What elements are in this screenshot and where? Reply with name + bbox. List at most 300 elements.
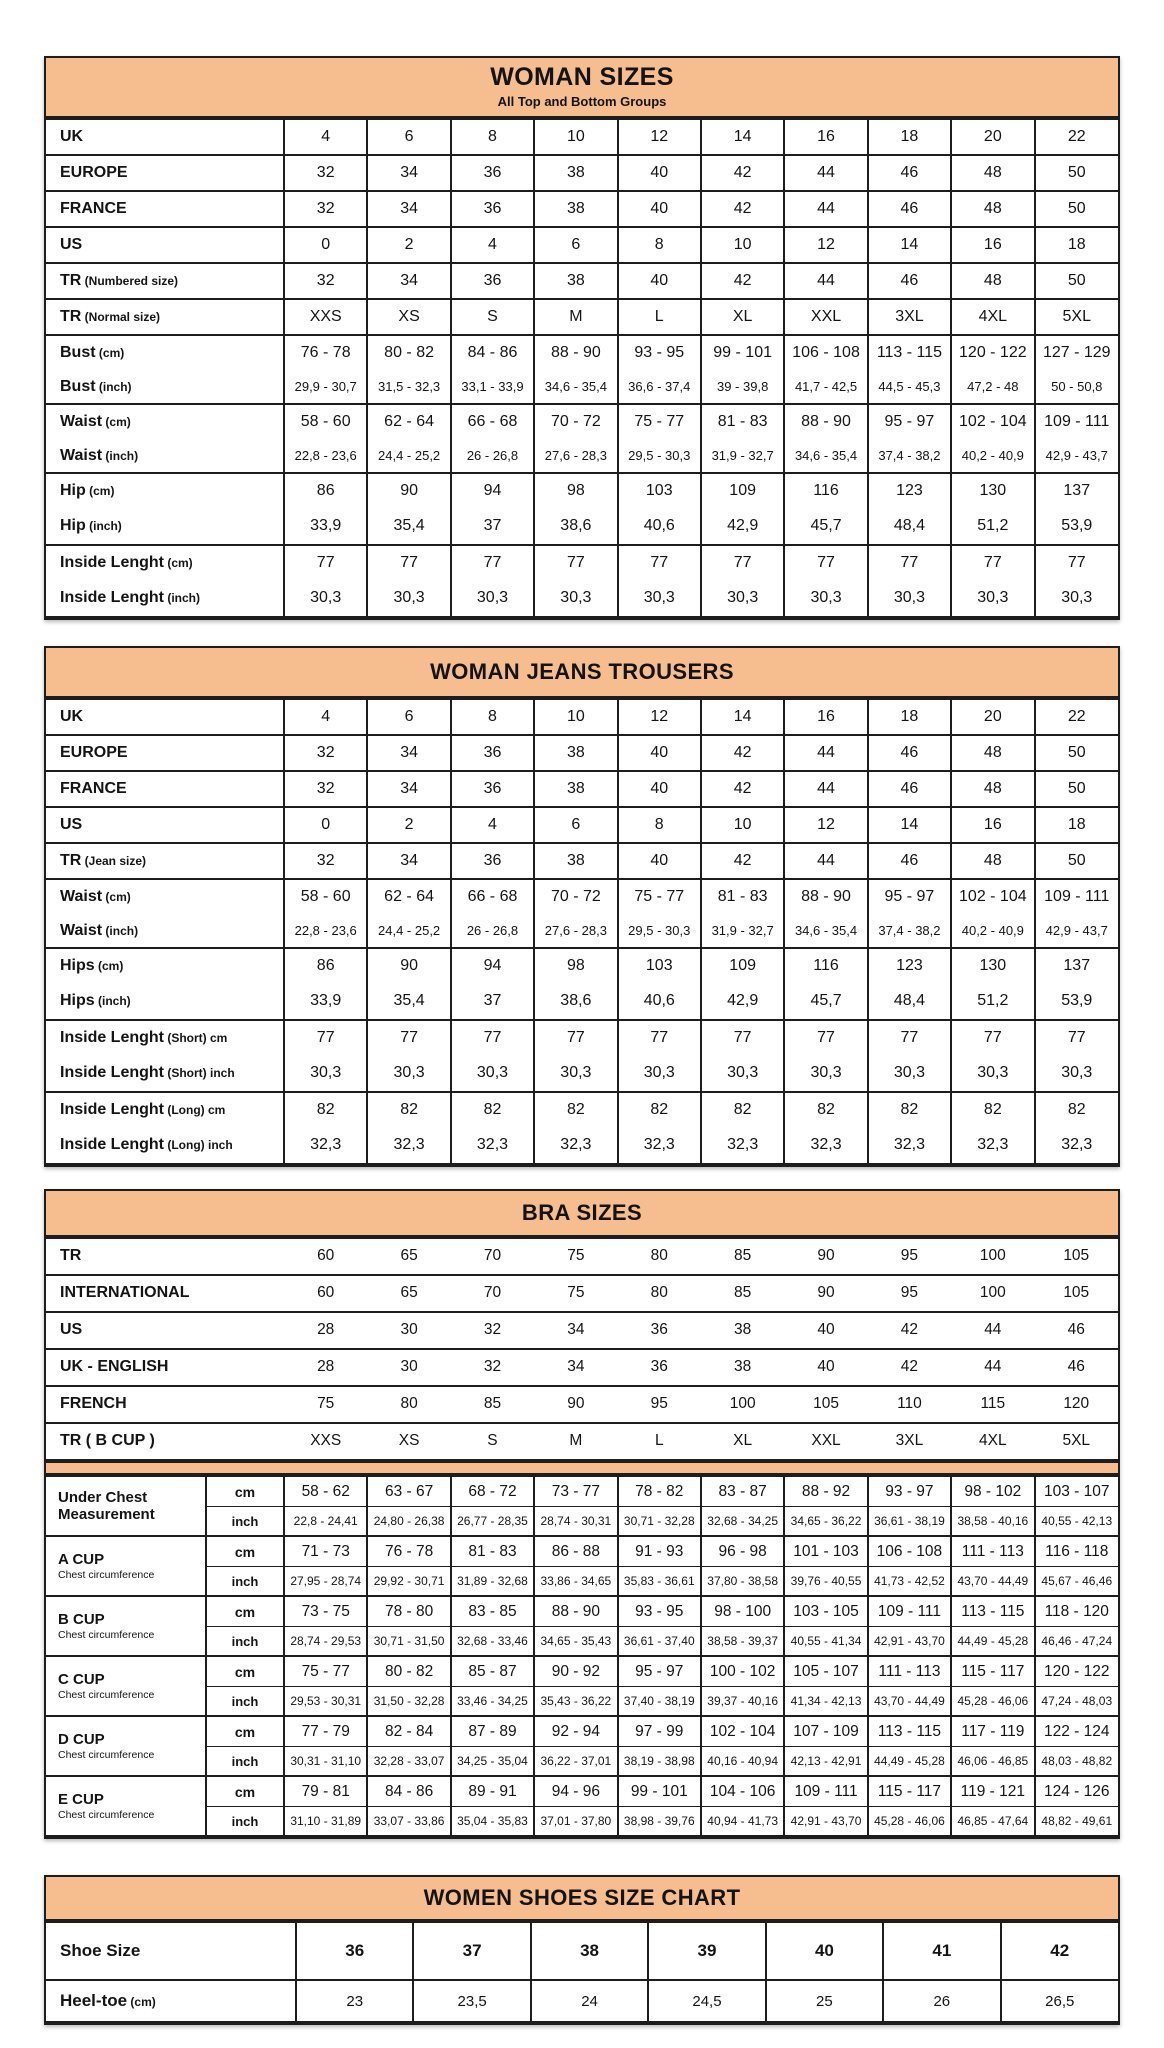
value-cell: 30,3 [367,581,450,617]
value-cell: 33,1 - 33,9 [451,371,534,404]
value-cell: 40,55 - 42,13 [1035,1507,1118,1536]
value-cell: 28 [317,1321,335,1339]
table-row [46,227,1118,263]
value-cell: 33,9 [284,509,367,545]
value-cell: 23,5 [413,1980,530,2022]
group-label [46,1536,206,1596]
value-cell: 46 [868,735,951,771]
value-cell: 81 - 83 [451,1536,534,1567]
value-cell: 77 [284,1020,367,1056]
value-cell: 77 [868,545,951,581]
value-cell: 88 - 92 [784,1476,867,1507]
row-label-text: UK [60,707,84,725]
row-label [46,404,284,440]
value-cell: 36 [451,191,534,227]
value-cell: 32,68 - 33,46 [451,1627,534,1656]
value-cell: 82 [284,1092,367,1128]
value-cell: 47,24 - 48,03 [1035,1687,1118,1716]
table-row [46,299,1118,335]
value-cell: 32 [284,843,367,879]
value-cell: 77 [951,1020,1034,1056]
value-cell: 22,8 - 23,6 [284,915,367,948]
value-cell: 110 [897,1395,922,1413]
row-label [46,1275,284,1312]
value-cell: 115 - 117 [951,1656,1034,1687]
value-cell: 103 [618,473,701,509]
value-cell: 103 - 105 [784,1596,867,1627]
value-cell: 109 - 111 [868,1596,951,1627]
value-cell: 86 - 88 [534,1536,617,1567]
group-label-subtext: Chest circumference [58,1629,155,1641]
table-row [46,404,1118,440]
row-group [46,843,1118,879]
value-cell: 60 [317,1247,335,1265]
table-row [46,473,1118,509]
value-cell: 30,3 [701,581,784,617]
value-cell: 26,5 [1001,1980,1118,2022]
table-row [46,843,1118,879]
value-cell: 70 - 72 [534,404,617,440]
value-cell: 92 - 94 [534,1716,617,1747]
value-cell: 40 [618,263,701,299]
value-cell: 82 [868,1092,951,1128]
value-cell: 42 [701,263,784,299]
value-cell: 51,2 [951,984,1034,1020]
value-cell: 32,3 [701,1128,784,1164]
row-label-text: Waist [60,921,103,939]
value-cell: 44 [784,771,867,807]
row-label [46,119,284,155]
value-cell: 80 [650,1247,668,1265]
value-cell: XS [398,1432,420,1450]
value-cell: 43,70 - 44,49 [868,1687,951,1716]
value-cell: 42,91 - 43,70 [868,1627,951,1656]
value-cell: 45,28 - 46,06 [868,1807,951,1836]
value-cell: 120 [1063,1395,1090,1413]
value-cell: 38 [534,843,617,879]
value-cell: 83 - 85 [451,1596,534,1627]
row-label-note: (cm) [85,484,115,498]
value-cell: 32,3 [868,1128,951,1164]
value-cell: 46,85 - 47,64 [951,1807,1034,1836]
value-cell: 34 [367,263,450,299]
row-label-text: Bust [60,377,96,395]
value-cell: 77 [701,545,784,581]
row-label-text: TR [60,307,82,325]
value-cell: 77 [618,1020,701,1056]
value-cell: 30,71 - 31,50 [367,1627,450,1656]
row-group [46,1596,1118,1656]
value-cell: 81 - 83 [701,404,784,440]
value-cell: 10 [534,119,617,155]
value-cell: 35,43 - 36,22 [534,1687,617,1716]
row-group [46,404,1118,473]
value-cell: 43,70 - 44,49 [951,1567,1034,1596]
row-group [46,771,1118,807]
row-group [46,473,1118,545]
value-cell: 115 - 117 [868,1776,951,1807]
row-label [46,191,284,227]
woman-sizes-header [46,58,1118,118]
value-cell: 95 [900,1247,919,1265]
value-cell: 32,3 [951,1128,1034,1164]
value-cell: 84 - 86 [451,335,534,371]
value-cell: 130 [951,948,1034,984]
value-cell: 99 - 101 [618,1776,701,1807]
row-label [46,948,284,984]
value-cell: 63 - 67 [367,1476,450,1507]
row-group [46,879,1118,948]
group-label [46,1656,206,1716]
shoes-size-section [44,1875,1120,2025]
value-cell: 77 [784,1020,867,1056]
value-cell: 105 [1063,1247,1090,1265]
value-cell: 40,6 [618,984,701,1020]
row-label [46,545,284,581]
value-cell: 31,50 - 32,28 [367,1687,450,1716]
value-cell: 38 [734,1321,752,1339]
value-cell: 77 [618,545,701,581]
value-cell: 31,10 - 31,89 [284,1807,367,1836]
unit-cell: cm [206,1536,284,1567]
value-cell: 30,3 [534,1056,617,1092]
row-label [46,1056,284,1092]
value-cell: 115 [980,1395,1006,1413]
table-row [46,807,1118,843]
value-cell: 45,67 - 46,46 [1035,1567,1118,1596]
value-cell: 95 - 97 [618,1656,701,1687]
value-cell: 12 [784,807,867,843]
value-cell: 38,98 - 39,76 [618,1807,701,1836]
row-group [46,735,1118,771]
group-label-text: D CUP [58,1730,105,1748]
row-label-text: Inside Lenght [60,1029,164,1047]
value-cell: 85 [734,1284,752,1302]
value-cell: 46 [1067,1321,1085,1339]
value-cell: 77 [284,545,367,581]
value-cell: 95 - 97 [868,404,951,440]
value-cell: 31,9 - 32,7 [701,440,784,473]
value-cell: 39,76 - 40,55 [784,1567,867,1596]
value-cell: 96 - 98 [701,1536,784,1567]
value-cell: 41 [883,1922,1000,1980]
row-label-text: Inside Lenght [60,1101,164,1119]
value-cell: 30,3 [1035,581,1118,617]
value-cell: 4 [451,807,534,843]
value-cell: 36 [451,735,534,771]
value-cell: 34,65 - 35,43 [534,1627,617,1656]
value-cell: 36 [451,155,534,191]
value-cell: 36,61 - 38,19 [868,1507,951,1536]
value-cell: 47,2 - 48 [951,371,1034,404]
unit-cell: inch [206,1507,284,1536]
value-cell: 117 - 119 [951,1716,1034,1747]
value-cell: 130 [951,473,1034,509]
value-cell: 20 [951,119,1034,155]
value-cell: 44 [984,1321,1002,1339]
value-cell: 109 [701,948,784,984]
group-label [46,1596,206,1656]
value-cell: 58 - 62 [284,1476,367,1507]
value-cell: 2 [367,807,450,843]
row-group [46,1275,1118,1312]
unit-cell: inch [206,1567,284,1596]
row-label-note: (inch) [95,379,132,394]
value-cell: 91 - 93 [618,1536,701,1567]
value-cell: 34 [567,1321,585,1339]
table-row [46,879,1118,915]
row-label-note: (cm) [164,556,193,570]
value-cell: 10 [701,227,784,263]
value-cell: 42,91 - 43,70 [784,1807,867,1836]
value-cell: 36,22 - 37,01 [534,1747,617,1776]
value-cell: 32 [284,263,367,299]
value-cell: 38 [534,771,617,807]
value-cell: 104 - 106 [701,1776,784,1807]
value-cell: 42 [1001,1922,1118,1980]
value-cell: 12 [618,119,701,155]
value-cell: 6 [534,227,617,263]
value-cell: 14 [701,119,784,155]
value-cell: 34,25 - 35,04 [451,1747,534,1776]
table-row [46,1020,1118,1056]
value-cell: 29,5 - 30,3 [618,915,701,948]
section-gap [44,1839,1120,1875]
value-cell: L [654,1432,664,1450]
value-cell: 113 - 115 [868,335,951,371]
value-cell: XXS [310,1432,342,1450]
row-group [46,1980,1118,2022]
row-label-text: Heel-toe [60,1991,128,2011]
value-cell: 75 - 77 [618,879,701,915]
value-cell: L [618,299,701,335]
row-group [46,263,1118,299]
value-cell: 42,9 [701,984,784,1020]
value-cell: 34 [367,843,450,879]
row-label-text: Bust [60,344,96,361]
table-row [46,1128,1118,1164]
row-label-note: (inch) [102,448,139,463]
row-label-text: US [60,235,83,253]
value-cell: 40 [817,1321,835,1339]
value-cell: 99 - 101 [701,335,784,371]
value-cell: 90 [367,948,450,984]
value-cell: 32,3 [451,1128,534,1164]
section-gap [44,1167,1120,1189]
table-row [46,984,1118,1020]
value-cell: 30,3 [284,581,367,617]
row-group [46,1092,1118,1164]
value-cell: 137 [1035,473,1118,509]
value-cell: 48,4 [868,509,951,545]
row-label-text: Hip [60,482,86,499]
row-label-note: (inch) [102,923,139,938]
row-group [46,335,1118,404]
value-cell: 32,3 [367,1128,450,1164]
value-cell: 82 [1035,1092,1118,1128]
unit-cell: inch [206,1807,284,1836]
value-cell: 106 - 108 [784,335,867,371]
value-cell: 82 [367,1092,450,1128]
value-cell: 80 - 82 [367,335,450,371]
value-cell: 80 [400,1395,418,1413]
group-label-text: B CUP [58,1610,105,1628]
value-cell: 37,01 - 37,80 [534,1807,617,1836]
table-row [46,440,1118,473]
value-cell: 82 - 84 [367,1716,450,1747]
value-cell: 79 - 81 [284,1776,367,1807]
unit-cell: inch [206,1687,284,1716]
value-cell: 94 - 96 [534,1776,617,1807]
row-label [46,1386,284,1423]
value-cell: 29,9 - 30,7 [284,371,367,404]
table-row [46,545,1118,581]
unit-cell: inch [206,1747,284,1776]
value-cell: 77 [951,545,1034,581]
value-cell: 45,28 - 46,06 [951,1687,1034,1716]
value-cell: 12 [784,227,867,263]
value-cell: 6 [367,699,450,735]
value-cell: 48,03 - 48,82 [1035,1747,1118,1776]
row-group [46,119,1118,155]
value-cell: 30,3 [868,581,951,617]
value-cell: 80 [650,1284,668,1302]
value-cell: 8 [618,807,701,843]
value-cell: 32 [483,1321,502,1339]
row-label [46,581,284,617]
row-label-text: UK - ENGLISH [60,1358,169,1376]
value-cell: 65 [400,1247,418,1265]
row-label-text: INTERNATIONAL [60,1284,190,1302]
value-cell: 42,9 [701,509,784,545]
value-cell: 34 [367,735,450,771]
value-cell: 39 - 39,8 [701,371,784,404]
value-cell: 102 - 104 [701,1716,784,1747]
group-label [46,1716,206,1776]
row-label-text: FRENCH [60,1395,127,1413]
bra-cup-measurement-table [46,1475,1118,1837]
value-cell: M [569,1432,583,1450]
value-cell: 50 [1035,735,1118,771]
table-row [46,581,1118,617]
unit-cell: cm [206,1716,284,1747]
value-cell: 36,6 - 37,4 [618,371,701,404]
row-label [46,1312,284,1349]
table-row [46,1807,1118,1836]
value-cell: 98 [534,473,617,509]
value-cell: XL [733,1432,753,1450]
value-cell: 40,55 - 41,34 [784,1627,867,1656]
value-cell: 77 [534,1020,617,1056]
group-label-text: A CUP [58,1550,105,1568]
value-cell: 28,74 - 30,31 [534,1507,617,1536]
value-cell: 29,5 - 30,3 [618,440,701,473]
value-cell: 105 - 107 [784,1656,867,1687]
value-cell: 38 [534,263,617,299]
value-cell: 38,6 [534,509,617,545]
table-row [46,155,1118,191]
value-cell: 40 [618,735,701,771]
table-row [46,1776,1118,1807]
section-title: WOMEN SHOES SIZE CHART [423,1884,741,1910]
value-cell: 109 - 111 [784,1776,867,1807]
value-cell: 38 [534,155,617,191]
value-cell: 24 [531,1980,648,2022]
value-cell: 3XL [895,1432,924,1450]
row-label-text: FRANCE [60,199,127,217]
value-cell: 42 [900,1321,919,1339]
value-cell: 25 [766,1980,883,2022]
value-cell: 70 [483,1284,502,1302]
value-cell: 60 [317,1284,335,1302]
value-cell: 36 [451,771,534,807]
value-cell: 77 [367,1020,450,1056]
table-row [46,1092,1118,1128]
value-cell: 101 - 103 [784,1536,867,1567]
value-cell: 84 - 86 [367,1776,450,1807]
value-cell: 20 [951,699,1034,735]
value-cell: 32,3 [784,1128,867,1164]
row-group [46,948,1118,1020]
row-group [46,191,1118,227]
section-title: BRA SIZES [521,1199,643,1225]
value-cell: 48 [951,771,1034,807]
row-label [46,335,284,371]
value-cell: 18 [868,119,951,155]
value-cell: 82 [951,1092,1034,1128]
group-label [46,1476,206,1536]
woman-sizes-table [46,118,1118,618]
value-cell: 111 - 113 [951,1536,1034,1567]
value-cell: 88 - 90 [534,1596,617,1627]
value-cell: 36 [650,1358,668,1376]
row-label [46,1349,284,1386]
value-cell: 44 [784,843,867,879]
value-cell: 75 - 77 [618,404,701,440]
value-cell: 12 [618,699,701,735]
value-cell: 38 [534,735,617,771]
value-cell: 48,4 [868,984,951,1020]
value-cell: 26 - 26,8 [451,915,534,948]
group-label-subtext: Chest circumference [58,1749,155,1761]
unit-cell: cm [206,1596,284,1627]
row-label-text: Waist [60,413,103,430]
value-cell: 37,4 - 38,2 [868,440,951,473]
value-cell: 77 [868,1020,951,1056]
row-label [46,843,284,879]
table-row [46,371,1118,404]
value-cell: 24,5 [648,1980,765,2022]
value-cell: 103 [618,948,701,984]
value-cell: 4 [284,119,367,155]
value-cell: 77 [784,545,867,581]
table-row [46,1656,1118,1687]
value-cell: 4XL [951,299,1034,335]
value-cell: 37,4 - 38,2 [868,915,951,948]
row-label [46,440,284,473]
row-group [46,1349,1118,1386]
value-cell: 32 [284,155,367,191]
table-row [46,1980,1118,2022]
row-group [46,1020,1118,1092]
value-cell: 42 [701,843,784,879]
value-cell: 90 [817,1284,835,1302]
row-label-text: Shoe Size [60,1941,141,1961]
value-cell: 46 [868,155,951,191]
table-row [46,1627,1118,1656]
value-cell: 88 - 90 [784,879,867,915]
value-cell: 40 [618,771,701,807]
